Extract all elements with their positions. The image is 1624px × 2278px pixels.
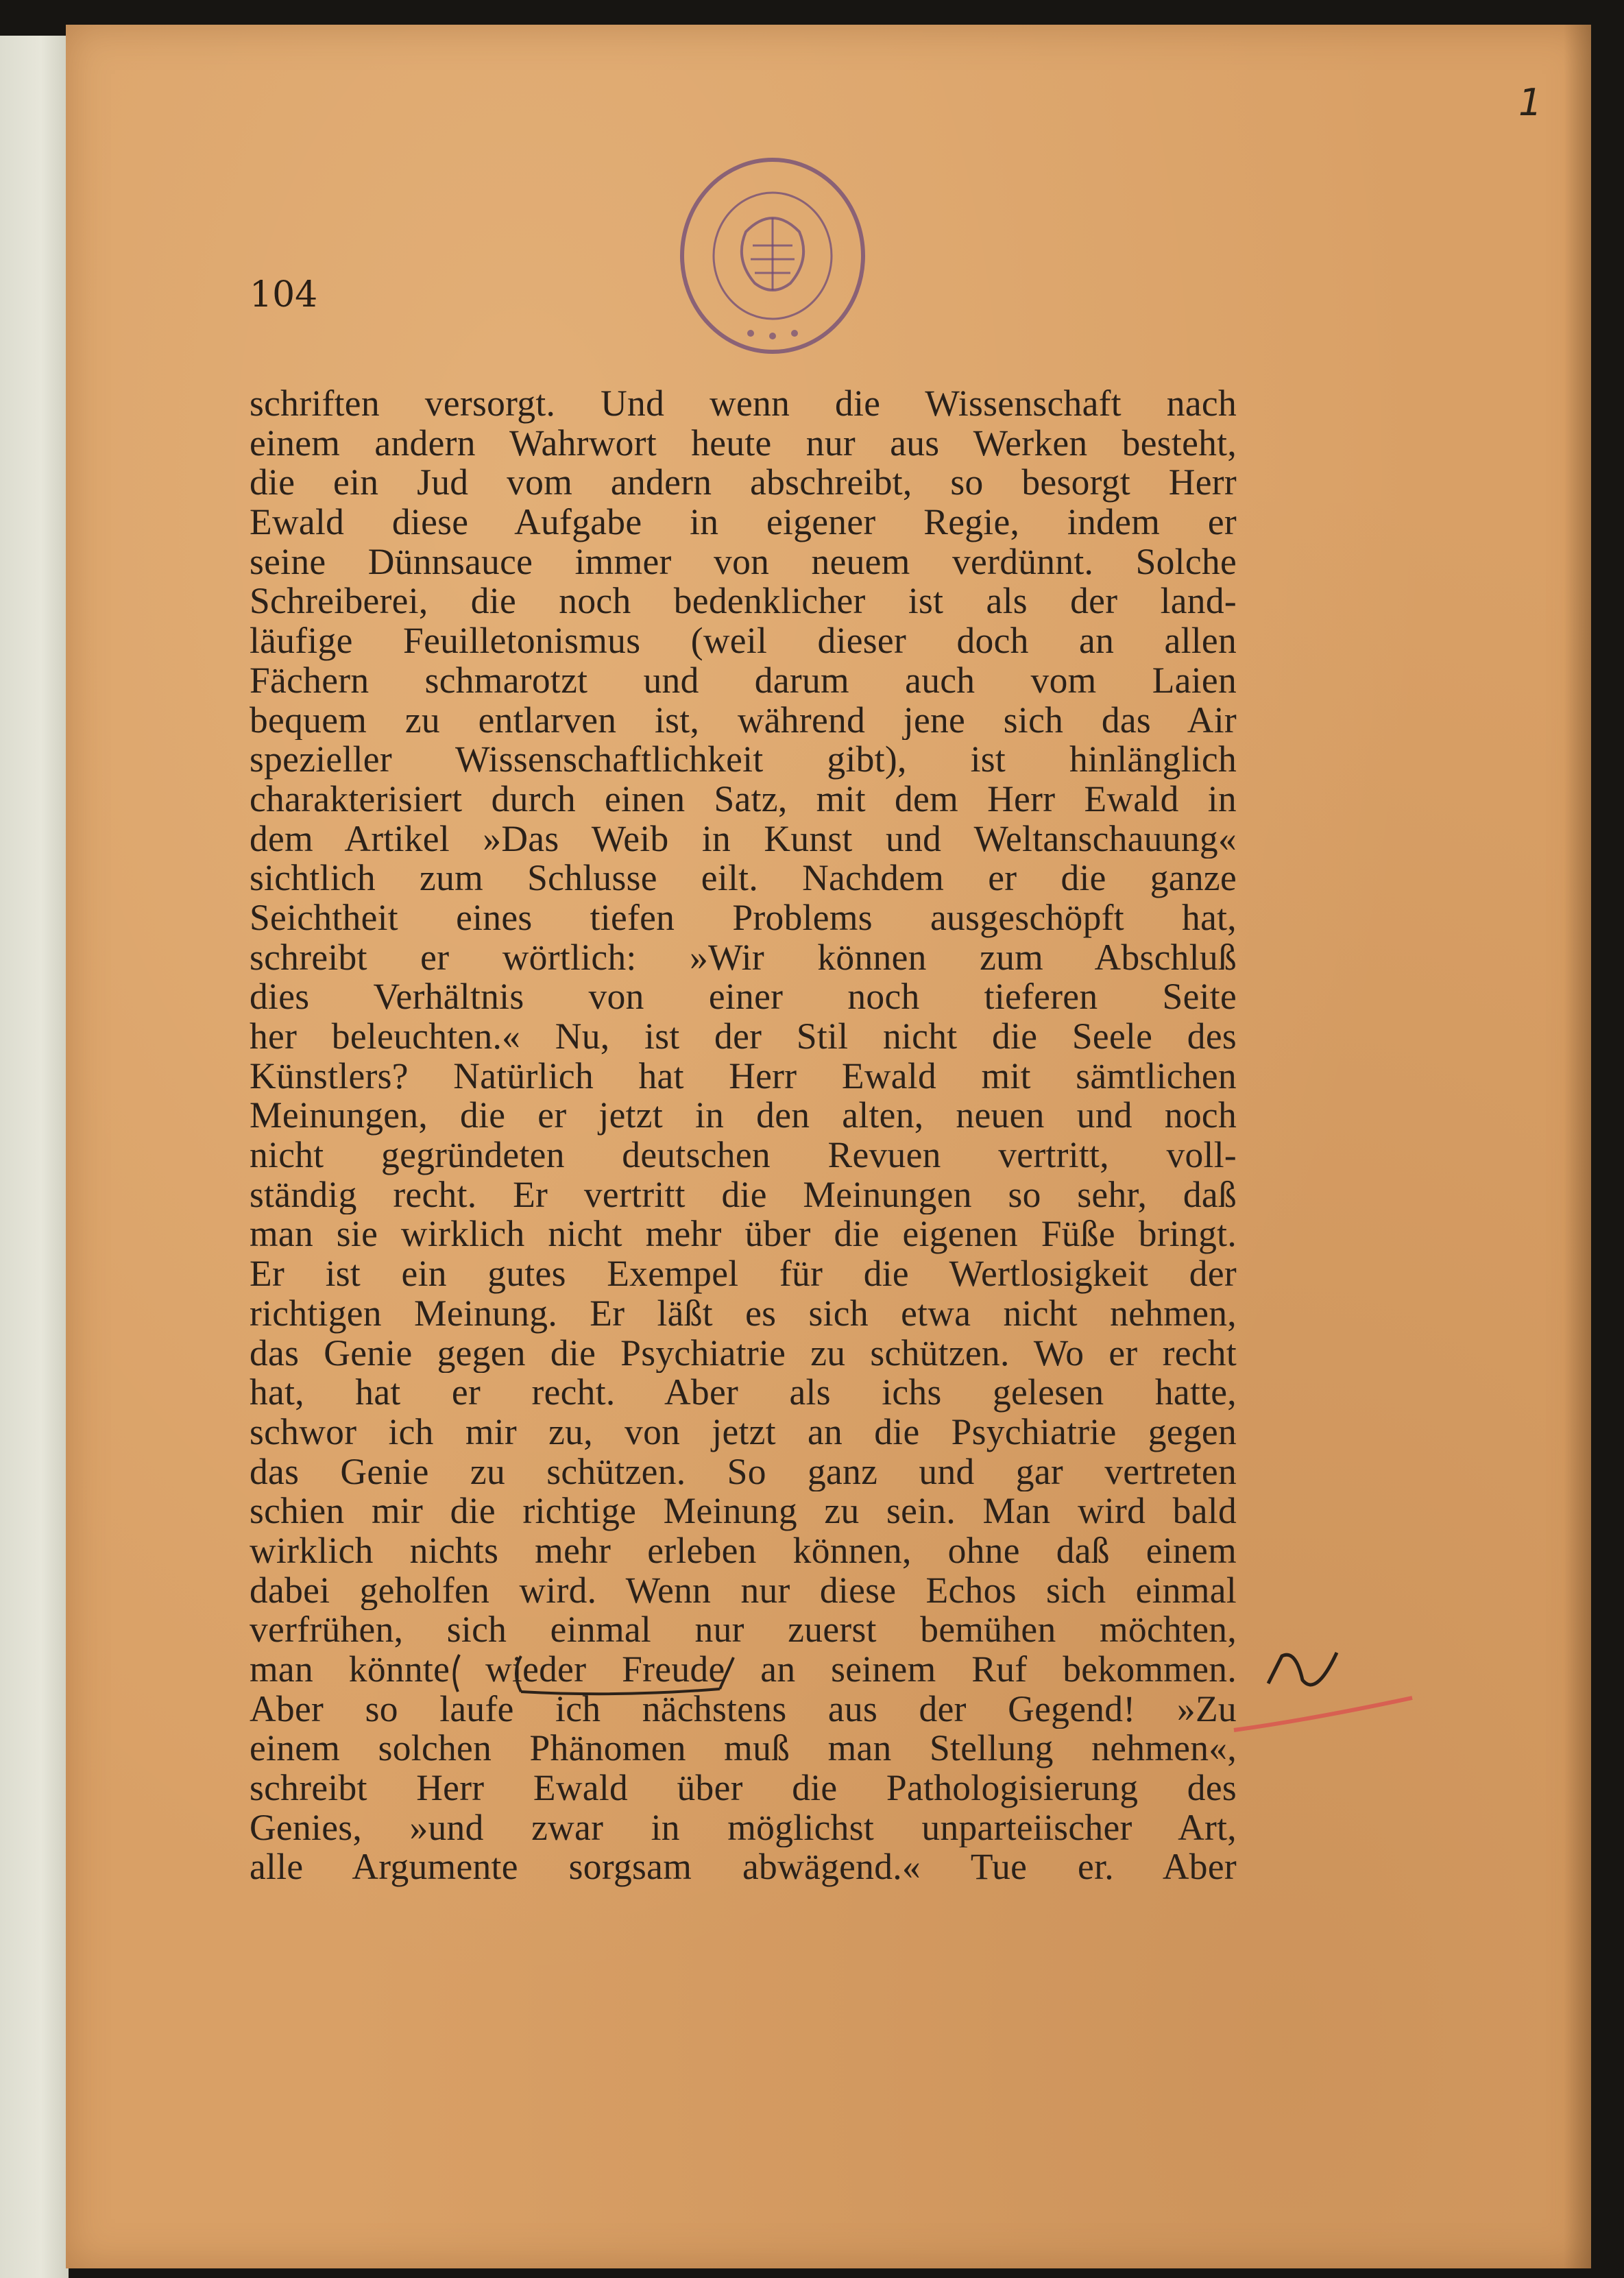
text-line: wirklich nichts mehr erleben können, ohne daß einem <box>250 1531 1237 1571</box>
text-line: sichtlich zum Schlusse eilt. Nachdem er die ganze <box>250 859 1237 898</box>
text-line: schien mir die richtige Meinung zu sein. Man wird bald <box>250 1491 1237 1531</box>
text-line: das Genie zu schützen. So ganz und gar vertreten <box>250 1452 1237 1492</box>
text-line: läufige Feuilletonismus (weil dieser doch an allen <box>250 621 1237 661</box>
text-line: dem Artikel »Das Weib in Kunst und Weltanschauung« <box>250 819 1237 859</box>
text-line: dies Verhältnis von einer noch tieferen Seite <box>250 977 1237 1017</box>
text-line: Aber so laufe ich nächstens aus der Gegend! »Zu <box>250 1689 1237 1729</box>
text-line: schriften versorgt. Und wenn die Wissenschaft nach <box>250 384 1237 424</box>
book-binding-edge <box>0 36 69 2278</box>
text-line: Fächern schmarotzt und darum auch vom Laien <box>250 660 1237 701</box>
text-line: seine Dünnsauce immer von neuem verdünnt. Solche <box>250 542 1237 582</box>
text-line: ständig recht. Er vertritt die Meinungen so sehr, daß <box>250 1175 1237 1215</box>
page-edge-shadow <box>1564 25 1591 2268</box>
text-line: Schreiberei, die noch bedenklicher ist als der land- <box>250 582 1237 622</box>
text-line: das Genie gegen die Psychiatrie zu schützen. Wo er recht <box>250 1333 1237 1374</box>
text-line: die ein Jud vom andern abschreibt, so besorgt Herr <box>250 463 1237 503</box>
corner-page-mark: 1 <box>1518 81 1542 124</box>
page-number: 104 <box>250 274 318 315</box>
text-line: schreibt er wörtlich: »Wir können zum Abschluß <box>250 937 1237 978</box>
text-line: verfrühen, sich einmal nur zuerst bemühen möchten, <box>250 1610 1237 1650</box>
text-line: hat, hat er recht. Aber als ichs gelesen hatte, <box>250 1373 1237 1413</box>
text-line: Meinungen, die er jetzt in den alten, neuen und noch <box>250 1096 1237 1136</box>
text-line: Ewald diese Aufgabe in eigener Regie, indem er <box>250 503 1237 542</box>
text-line: Er ist ein gutes Exempel für die Wertlosigkeit der <box>250 1254 1237 1294</box>
text-line: Künstlers? Natürlich hat Herr Ewald mit sämtlichen <box>250 1056 1237 1096</box>
text-line: man sie wirklich nicht mehr über die eigenen Füße bringt. <box>250 1214 1237 1255</box>
text-line: her beleuchten.« Nu, ist der Stil nicht die Seele des <box>250 1017 1237 1057</box>
text-line: dabei geholfen wird. Wenn nur diese Echos sich einmal <box>250 1570 1237 1611</box>
text-line: nicht gegründeten deutschen Revuen vertritt, voll- <box>250 1136 1237 1175</box>
text-line: einem solchen Phänomen muß man Stellung nehmen«, <box>250 1729 1237 1769</box>
text-line: Genies, »und zwar in möglichst unparteiischer Art, <box>250 1808 1237 1848</box>
margin-correction-text: ∿ <box>1344 1676 1355 1690</box>
margin-correction-mark <box>1261 1646 1364 1694</box>
red-pencil-mark <box>1227 1692 1419 1740</box>
text-line: einem andern Wahrwort heute nur aus Werken besteht, <box>250 423 1237 464</box>
text-line: alle Argumente sorgsam abwägend.« Tue er. Aber <box>250 1847 1237 1888</box>
text-line: bequem zu entlarven ist, während jene sich das Air <box>250 700 1237 741</box>
text-line: spezieller Wissenschaftlichkeit gibt), ist hinlänglich <box>250 740 1237 780</box>
library-stamp <box>674 149 871 362</box>
text-line: man könnte wieder Freude an seinem Ruf bekommen. <box>250 1650 1237 1690</box>
text-line: Seichtheit eines tiefen Problems ausgeschöpft hat, <box>250 898 1237 938</box>
transposition-mark <box>446 1649 802 1697</box>
text-line: richtigen Meinung. Er läßt es sich etwa nicht nehmen, <box>250 1293 1237 1334</box>
text-line: charakterisiert durch einen Satz, mit dem Herr Ewald in <box>250 779 1237 819</box>
text-line: schwor ich mir zu, von jetzt an die Psychiatrie gegen <box>250 1412 1237 1452</box>
text-line: schreibt Herr Ewald über die Pathologisierung des <box>250 1769 1237 1808</box>
